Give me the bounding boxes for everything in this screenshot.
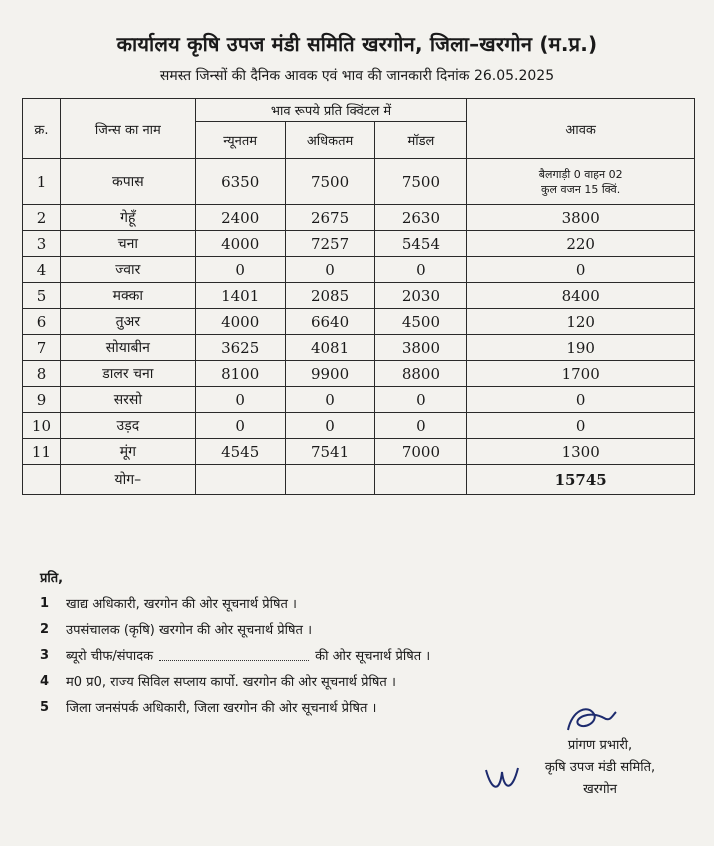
row-modal: 3800 (375, 335, 467, 361)
row-commodity: सरसो (60, 387, 195, 413)
row-min: 4000 (195, 309, 285, 335)
row-commodity: गेहूँ (60, 205, 195, 231)
distribution-list (40, 568, 430, 720)
row-sn: 7 (23, 335, 61, 361)
row-commodity: मक्का (60, 283, 195, 309)
row-arrival: 1700 (467, 361, 695, 387)
row-max: 7500 (285, 159, 375, 205)
table-row (23, 361, 695, 387)
row-arrival: 190 (467, 335, 695, 361)
row-commodity: सोयाबीन (60, 335, 195, 361)
row-modal: 4500 (375, 309, 467, 335)
row-max: 7541 (285, 439, 375, 465)
row-min: 0 (195, 257, 285, 283)
sign-office: कृषि उपज मंडी समिति, (544, 760, 656, 775)
row-modal: 2630 (375, 205, 467, 231)
arrival-vehicles: बैलगाड़ी 0 वाहन 02 (538, 167, 623, 181)
header-arrival: आवक (467, 99, 695, 159)
row-modal: 2030 (375, 283, 467, 309)
row-commodity: तुअर (60, 309, 195, 335)
row-max: 9900 (285, 361, 375, 387)
row-arrival: 0 (467, 413, 695, 439)
total-row (23, 465, 695, 495)
total-arrival: 15745 (467, 465, 695, 495)
row-min: 4545 (195, 439, 285, 465)
row-commodity: डालर चना (60, 361, 195, 387)
row-min: 1401 (195, 283, 285, 309)
row-min: 4000 (195, 231, 285, 257)
row-sn: 8 (23, 361, 61, 387)
table-row (23, 205, 695, 231)
table-row (23, 335, 695, 361)
header-modal: मॉडल (375, 122, 467, 159)
signature-block (505, 705, 695, 801)
row-sn: 1 (23, 159, 61, 205)
header-price-group: भाव रूपये प्रति क्विंटल में (195, 99, 467, 122)
row-modal: 0 (375, 413, 467, 439)
row-min: 3625 (195, 335, 285, 361)
row-modal: 7500 (375, 159, 467, 205)
row-arrival: 120 (467, 309, 695, 335)
row-max: 0 (285, 387, 375, 413)
row-commodity: मूंग (60, 439, 195, 465)
row-min: 0 (195, 387, 285, 413)
row-sn: 6 (23, 309, 61, 335)
row-arrival: 1300 (467, 439, 695, 465)
row-max: 0 (285, 413, 375, 439)
table-row (23, 257, 695, 283)
table-row (23, 159, 695, 205)
row-sn: 4 (23, 257, 61, 283)
report-subtitle: समस्त जिन्सों की दैनिक आवक एवं भाव की जानकारी दिनांक 26.05.2025 (159, 68, 555, 84)
row-modal: 7000 (375, 439, 467, 465)
row-sn: 9 (23, 387, 61, 413)
row-modal: 8800 (375, 361, 467, 387)
row-sn: 5 (23, 283, 61, 309)
row-sn: 2 (23, 205, 61, 231)
row-arrival: 8400 (467, 283, 695, 309)
row-arrival: 0 (467, 257, 695, 283)
row-max: 2085 (285, 283, 375, 309)
row-max: 2675 (285, 205, 375, 231)
list-item: 3 ब्यूरो चीफ/संपादक की ओर सूचनार्थ प्रेषित । (40, 647, 431, 664)
row-max: 0 (285, 257, 375, 283)
table-row (23, 413, 695, 439)
office-title: कार्यालय कृषि उपज मंडी समिति खरगोन, जिला–खरगोन (म.प्र.) (116, 32, 598, 56)
row-commodity: उड़द (60, 413, 195, 439)
header-max: अधिकतम (285, 122, 375, 159)
table-row (23, 283, 695, 309)
row-max: 6640 (285, 309, 375, 335)
row-commodity: चना (60, 231, 195, 257)
row-arrival: 3800 (467, 205, 695, 231)
row-arrival: 0 (467, 387, 695, 413)
total-label: योग– (60, 465, 195, 495)
blank-line (159, 650, 309, 661)
row-max: 7257 (285, 231, 375, 257)
list-item: 4 म0 प्र0, राज्य सिविल सप्लाय कार्पो. खरगोन की ओर सूचनार्थ प्रेषित । (40, 673, 396, 690)
row-modal: 0 (375, 387, 467, 413)
rates-table (22, 98, 695, 495)
row-max: 4081 (285, 335, 375, 361)
table-row (23, 439, 695, 465)
header-name: जिन्स का नाम (60, 99, 195, 159)
list-item: 2 उपसंचालक (कृषि) खरगोन की ओर सूचनार्थ प्रेषित । (40, 621, 313, 638)
row-min: 2400 (195, 205, 285, 231)
row-arrival: 220 (467, 231, 695, 257)
row-commodity: कपास (60, 159, 195, 205)
sign-place: खरगोन (583, 782, 617, 797)
row-commodity: ज्वार (60, 257, 195, 283)
row-sn: 10 (23, 413, 61, 439)
row-min: 0 (195, 413, 285, 439)
sign-designation: प्रांगण प्रभारी, (567, 738, 633, 753)
header-sn: क्र. (23, 99, 61, 159)
row-modal: 0 (375, 257, 467, 283)
prati-label: प्रति, (40, 571, 64, 586)
row-min: 6350 (195, 159, 285, 205)
table-row (23, 387, 695, 413)
header-min: न्यूनतम (195, 122, 285, 159)
table-row (23, 309, 695, 335)
arrival-weight: कुल वजन 15 क्विं. (541, 182, 621, 196)
list-item: 1 खाद्य अधिकारी, खरगोन की ओर सूचनार्थ प्रेषित । (40, 595, 297, 612)
row-arrival (467, 159, 695, 205)
row-modal: 5454 (375, 231, 467, 257)
row-sn: 11 (23, 439, 61, 465)
row-min: 8100 (195, 361, 285, 387)
row-sn: 3 (23, 231, 61, 257)
table-row (23, 231, 695, 257)
list-item: 5 जिला जनसंपर्क अधिकारी, जिला खरगोन की ओर सूचनार्थ प्रेषित । (40, 699, 377, 716)
